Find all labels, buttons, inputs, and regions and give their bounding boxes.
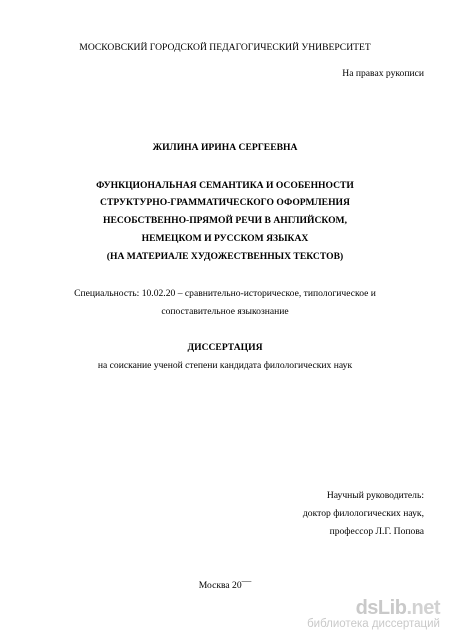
degree-purpose: на соискание ученой степени кандидата филологических наук [97, 360, 353, 371]
logo-main-text: dsLib [355, 597, 407, 619]
supervisor-line: Научный руководитель: [326, 490, 424, 501]
dissertation-label: ДИССЕРТАЦИЯ [187, 342, 263, 353]
title-line: (НА МАТЕРИАЛЕ ХУДОЖЕСТВЕННЫХ ТЕКСТОВ) [106, 251, 344, 262]
place-and-year: Москва 20¯¯ [198, 580, 252, 591]
supervisor-line: доктор филологических наук, [302, 508, 424, 519]
logo-domain-text: .net [406, 597, 440, 619]
university-name: МОСКОВСКИЙ ГОРОДСКОЙ ПЕДАГОГИЧЕСКИЙ УНИВЕРСИТЕТ [79, 42, 371, 53]
title-line: ФУНКЦИОНАЛЬНАЯ СЕМАНТИКА И ОСОБЕННОСТИ [96, 180, 354, 191]
manuscript-rights-note: На правах рукописи [342, 68, 424, 79]
title-line: НЕСОБСТВЕННО-ПРЯМОЙ РЕЧИ В АНГЛИЙСКОМ, [102, 215, 348, 226]
watermark-subtitle: библиотека диссертаций [307, 618, 440, 630]
dslib-logo [307, 598, 440, 618]
title-line: НЕМЕЦКОМ И РУССКОМ ЯЗЫКАХ [141, 233, 309, 244]
title-line: СТРУКТУРНО-ГРАММАТИЧЕСКОГО ОФОРМЛЕНИЯ [100, 197, 350, 208]
supervisor-line: профессор Л.Г. Попова [329, 526, 424, 537]
specialty-line: сопоставительное языкознание [161, 306, 289, 317]
author-name: ЖИЛИНА ИРИНА СЕРГЕЕВНА [152, 142, 298, 153]
dslib-watermark [307, 598, 440, 631]
specialty-line: Специальность: 10.02.20 – сравнительно-историческое, типологическое и [74, 288, 376, 299]
